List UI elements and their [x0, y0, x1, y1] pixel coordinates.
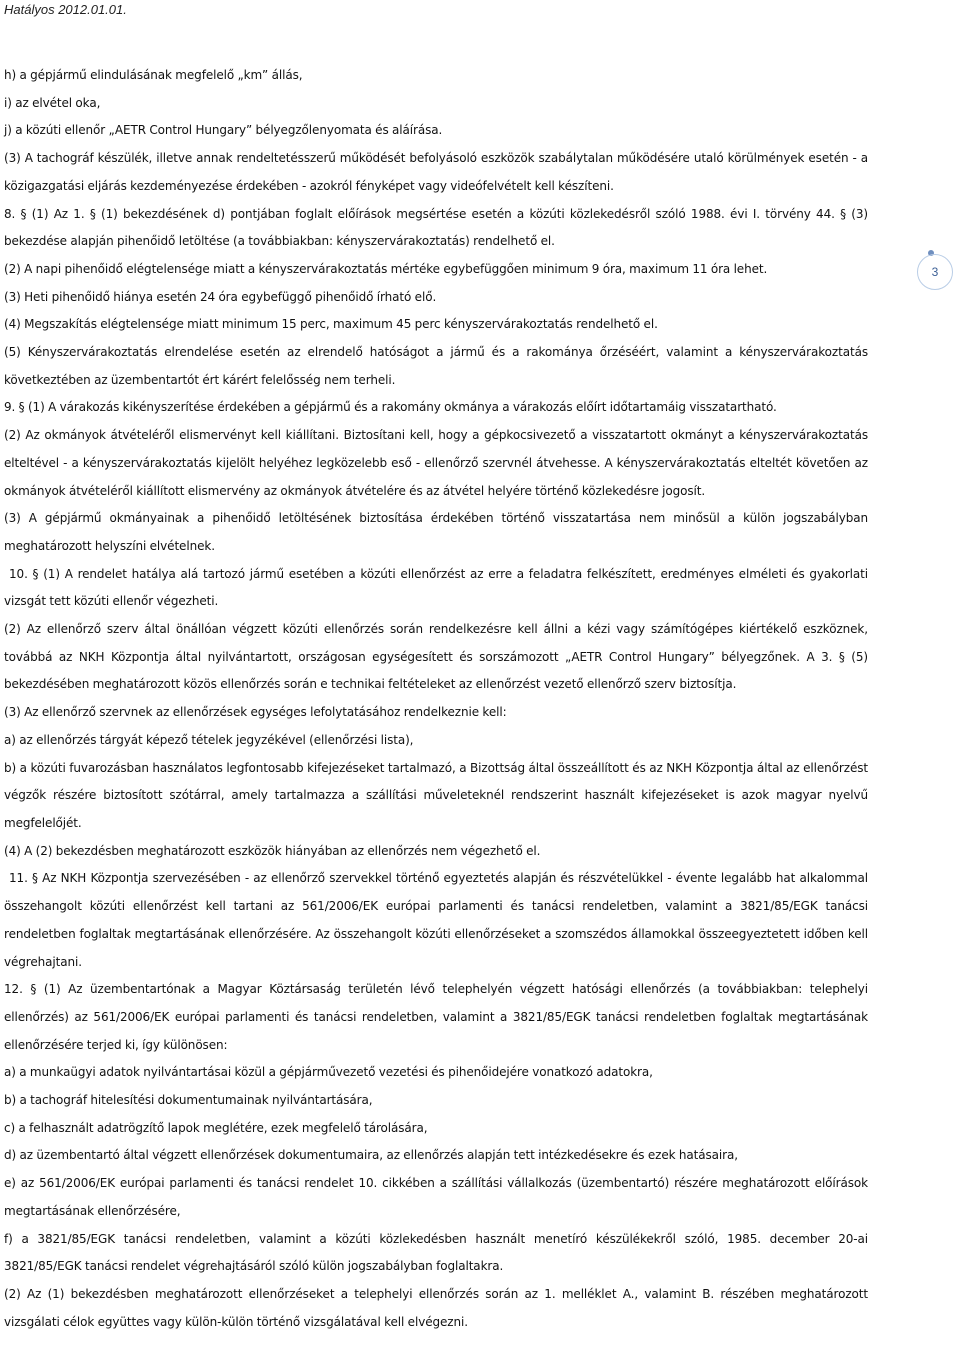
paragraph: (4) Megszakítás elégtelensége miatt minimum 15 perc, maximum 45 perc kényszervárakoztatás rendelhető el.: [4, 317, 658, 332]
paragraph: j) a közúti ellenőr „AETR Control Hungary” bélyegzőlenyomata és aláírása.: [4, 123, 443, 138]
paragraph: (3) A tachográf készülék, illetve annak rendeltetésszerű működését befolyásoló eszközök szabálytalan működésére utaló körülmények esetén - a közigazgatási eljárás kezdeményezése érdekében - azokról fényképet vagy videófelvételt kell készíteni.: [4, 151, 868, 193]
paragraph: b) a tachográf hitelesítési dokumentumainak nyilvántartására,: [4, 1093, 373, 1108]
paragraph: c) a felhasznált adatrögzítő lapok meglétére, ezek megfelelő tárolására,: [4, 1120, 428, 1135]
paragraph: i) az elvétel oka,: [4, 95, 101, 110]
paragraph: (3) A gépjármű okmányainak a pihenőidő letöltésének biztosítása érdekében történő visszatartása nem minősül a külön jogszabályban meghatározott helyszíni elvételnek.: [4, 511, 868, 553]
paragraph: (3) Heti pihenőidő hiánya esetén 24 óra egybefüggő pihenőidő írható elő.: [4, 289, 437, 304]
paragraph: a) a munkaügyi adatok nyilvántartásai közül a gépjárművezető vezetési és pihenőidejére vonatkozó adatokra,: [4, 1065, 653, 1080]
paragraph: 12. § (1) Az üzembentartónak a Magyar Köztársaság területén lévő telephelyén végzett hatósági ellenőrzés (a továbbiakban: telephelyi ellenőrzés) az 561/2006/EK európai parlamenti és tanácsi rendeletben, valamint a 3821/85/EGK tanácsi rendeletben foglaltak megtartásának ellenőrzésére terjed ki, így különösen:: [4, 982, 868, 1052]
validity-header: Hatályos 2012.01.01.: [4, 2, 127, 17]
paragraph: a) az ellenőrzés tárgyát képező tételek jegyzékével (ellenőrzési lista),: [4, 732, 414, 747]
paragraph: b) a közúti fuvarozásban használatos legfontosabb kifejezéseket tartalmazó, a Bizottság által összeállított és az NKH Központja által az ellenőrzést végzők részére biztosított szótárral, amely tartalmazza a szállítási műveleteknél rendszerint használt kifejezéseket is azok magyar nyelvű megfelelőjét.: [4, 760, 868, 830]
paragraph: 8. § (1) Az 1. § (1) bekezdésének d) pontjában foglalt előírások megsértése esetén a közúti közlekedésről szóló 1988. évi I. törvény 44. § (3) bekezdése alapján pihenőidő letöltése (a továbbiakban: kényszervárakoztatás) rendelhető el.: [4, 206, 868, 249]
paragraph: 11. § Az NKH Központja szervezésében - az ellenőrző szervekkel történő egyeztetés alapján és részvételükkel - évente legalább hat alkalommal összehangolt közúti ellenőrzést kell tartani az 561/2006/EK európai parlamenti és tanácsi rendeletben, valamint a 3821/85/EGK tanácsi rendeletben foglaltak megtartásának ellenőrzésére. Az összehangolt közúti ellenőrzéseket a szomszédos államokkal összeegyeztetett időben kell végrehajtani.: [4, 871, 868, 969]
document-body: [4, 62, 868, 1336]
paragraph: e) az 561/2006/EK európai parlamenti és tanácsi rendelet 10. cikkében a szállítási vállalkozás (üzembentartó) részére meghatározott előírások megtartásának ellenőrzésére,: [4, 1176, 868, 1218]
paragraph: (2) Az ellenőrző szerv által önállóan végzett közúti ellenőrzés során rendelkezésre kell állni a kézi vagy számítógépes kiértékelő eszköznek, továbbá az NKH Központja által nyilvántartott, országosan egységesített és sorszámozott „AETR Control Hungary” bélyegzőnek. A 3. § (5) bekezdésében meghatározott közös ellenőrzés során e technikai feltételeket az ellenőrzést vezető ellenőrző szerv biztosítja.: [4, 622, 868, 692]
paragraph: f) a 3821/85/EGK tanácsi rendeletben, valamint a közúti közlekedésben használt menetíró készülékekről szóló, 1985. december 20-ai 3821/85/EGK tanácsi rendelet végrehajtásáról szóló külön jogszabályban foglaltakra.: [4, 1231, 868, 1274]
paragraph: 9. § (1) A várakozás kikényszerítése érdekében a gépjármű és a rakomány okmánya a várakozás előírt időtartamáig visszatartható.: [4, 400, 777, 415]
paragraph: (4) A (2) bekezdésben meghatározott eszközök hiányában az ellenőrzés nem végezhető el.: [4, 843, 541, 858]
paragraph: (2) Az okmányok átvételéről elismervényt kell kiállítani. Biztosítani kell, hogy a gépkocsivezető a visszatartott okmányt a kényszervárakoztatás elteltével - a kényszervárakoztatás kijelölt helyéhez legközelebb eső - ellenőrző szervnél átvehesse. A kényszervárakoztatás elteltét követően az okmányok átvételéről kiállított elismervény az okmányok átvételére és az átvétel helyére történő közlekedésre jogosít.: [4, 428, 868, 498]
paragraph: (5) Kényszervárakoztatás elrendelése esetén az elrendelő hatóságot a jármű és a rakománya őrzéséért, valamint a kényszervárakoztatás következtében az üzembentartót ért kárért felelősség nem terheli.: [4, 345, 868, 387]
paragraph: (2) A napi pihenőidő elégtelensége miatt a kényszervárakoztatás mértéke egybefüggően minimum 9 óra, maximum 11 óra lehet.: [4, 261, 768, 276]
paragraph: d) az üzembentartó által végzett ellenőrzések dokumentumaira, az ellenőrzés alapján tett intézkedésekre és ezek hatásaira,: [4, 1148, 738, 1163]
paragraph: h) a gépjármű elindulásának megfelelő „km” állás,: [4, 68, 303, 82]
paragraph: (3) Az ellenőrző szervnek az ellenőrzések egységes lefolytatásához rendelkeznie kell:: [4, 705, 507, 720]
page-number-badge: 3: [917, 254, 953, 290]
paragraph: (2) Az (1) bekezdésben meghatározott ellenőrzéseket a telephelyi ellenőrzés során az 1. melléklet A., valamint B. részében meghatározott vizsgálati célok együttes vagy külön-külön történő vizsgálatával kell elvégezni.: [4, 1286, 868, 1329]
paragraph: 10. § (1) A rendelet hatálya alá tartozó jármű esetében a közúti ellenőrzést az erre a feladatra felkészített, eredményes elméleti és gyakorlati vizsgát tett közúti ellenőr végezheti.: [4, 566, 868, 609]
